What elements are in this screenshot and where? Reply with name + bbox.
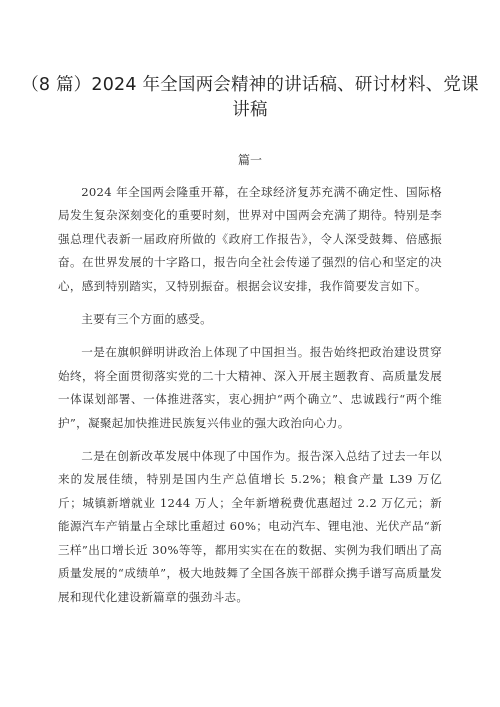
document-body	[58, 181, 442, 619]
paragraph-point-one: 一是在旗帜鲜明讲政治上体现了中国担当。报告始终把政治建设贯穿始终，将全面贯彻落实党的二十大精神、深入开展主题教育、高质量发展一体谋划部署、一体推进落实，衷心拥护“两个确立”、忠诚践行“两个维护”，凝聚起加快推进民族复兴伟业的强大政治向心力。	[58, 345, 442, 430]
paragraph-summary: 主要有三个方面的感受。	[81, 312, 213, 327]
paragraph-point-two: 二是在创新改革发展中体现了中国作为。报告深入总结了过去一年以来的发展佳绩，特别是国内生产总值增长 5.2%；粮食产量 L39 万亿斤；城镇新增就业 1244 万人；全年新增税费优惠超过 2.2 万亿元；新能源汽车产销量占全球比重超过 60%；电动汽车、锂电池、光伏产品“新三样”出口增长近 30%等等，都用实实在在的数据、实例为我们晒出了高质量发展的“成绩单”，极大地鼓舞了全国各族干部群众携手谱写高质量发展和现代化建设新篇章的强劲斗志。	[58, 449, 442, 604]
document-title: （8 篇）2024 年全国两会精神的讲话稿、研讨材料、党课讲稿	[21, 75, 479, 120]
section-heading: 篇一	[237, 153, 262, 167]
paragraph-intro: 2024 年全国两会隆重开幕，在全球经济复苏充满不确定性、国际格局发生复杂深刻变化的重要时刻，世界对中国两会充满了期待。特别是李强总理代表新一届政府所做的《政府工作报告》，令人深受鼓舞、倍感振奋。在世界发展的十字路口，报告向全社会传递了强烈的信心和坚定的决心，感到特别踏实，又特别振奋。根据会议安排，我作简要发言如下。	[58, 185, 442, 293]
